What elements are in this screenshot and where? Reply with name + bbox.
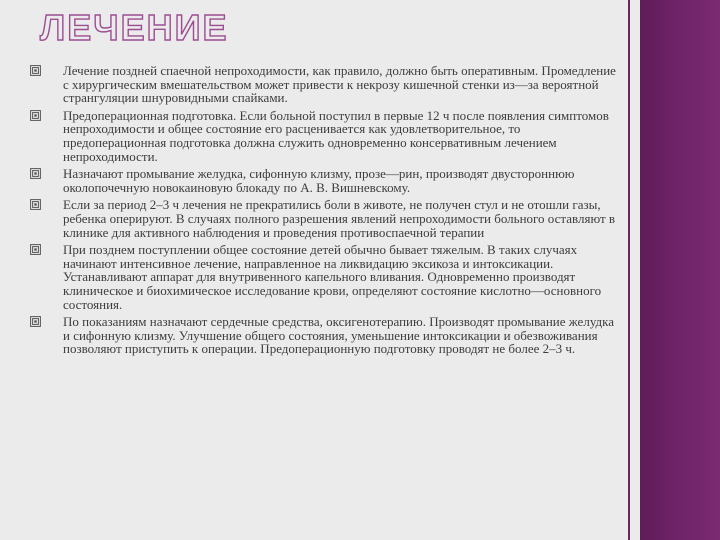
square-bullet-icon — [30, 110, 41, 121]
list-item — [30, 243, 620, 311]
list-item — [30, 109, 620, 163]
bullet-text: По показаниям назначают сердечные средства, оксигенотерапию. Производят промывание желудка и сифонную клизму. Улучшение общего состояния, уменьшение интоксикации и обезвоживания позволяют приступить к операции. Предоперационную подготовку проводят не более 2–3 ч. — [63, 314, 615, 357]
sidebar-divider — [628, 0, 630, 540]
list-item — [30, 64, 620, 105]
square-bullet-icon — [30, 244, 41, 255]
bullet-text: Лечение поздней спаечной непроходимости, как правило, должно быть оперативным. Промедление с хирургическим вмешательством может привести к некрозу кишечной стенки из—за вероятной странгуляции шнуровидными спайками. — [63, 63, 616, 106]
square-bullet-icon — [30, 316, 41, 327]
bullet-text: Предоперационная подготовка. Если больной поступил в первые 12 ч после появления симптомов непроходимости и общее состояние его расценивается как удовлетворительное, то предоперационная подготовка должна служить одновременно консервативным лечением непроходимости. — [63, 107, 609, 164]
square-bullet-icon — [30, 199, 41, 210]
bullet-text: Назначают промывание желудка, сифонную клизму, прозе—рин, производят двустороннюю околопочечную новокаиновую блокаду по А. В. Вишневскому. — [63, 166, 575, 195]
square-bullet-icon — [30, 168, 41, 179]
bullet-text: Если за период 2–3 ч лечения не прекратились боли в животе, не получен стул и не отошли газы, ребенка оперируют. В случаях полного разрешения явлений непроходимости больного оставляют в клинике для активного наблюдения и проведения противоспаечной терапии — [63, 197, 616, 240]
decorative-sidebar — [640, 0, 720, 540]
square-bullet-icon — [30, 65, 41, 76]
slide-title: ЛЕЧЕНИЕ — [40, 7, 229, 48]
bullet-text: При позднем поступлении общее состояние детей обычно бывает тяжелым. В таких случаях начинают интенсивное лечение, направленное на ликвидацию эксикоза и интоксикации. Устанавливают аппарат для внутривенного капельного вливания. Одновременно производят клиническое и биохимическое исследование крови, определяют состояние кислотно—основного состояния. — [63, 242, 602, 312]
list-item — [30, 315, 620, 356]
bullet-list — [30, 64, 620, 360]
list-item — [30, 167, 620, 194]
list-item — [30, 198, 620, 239]
